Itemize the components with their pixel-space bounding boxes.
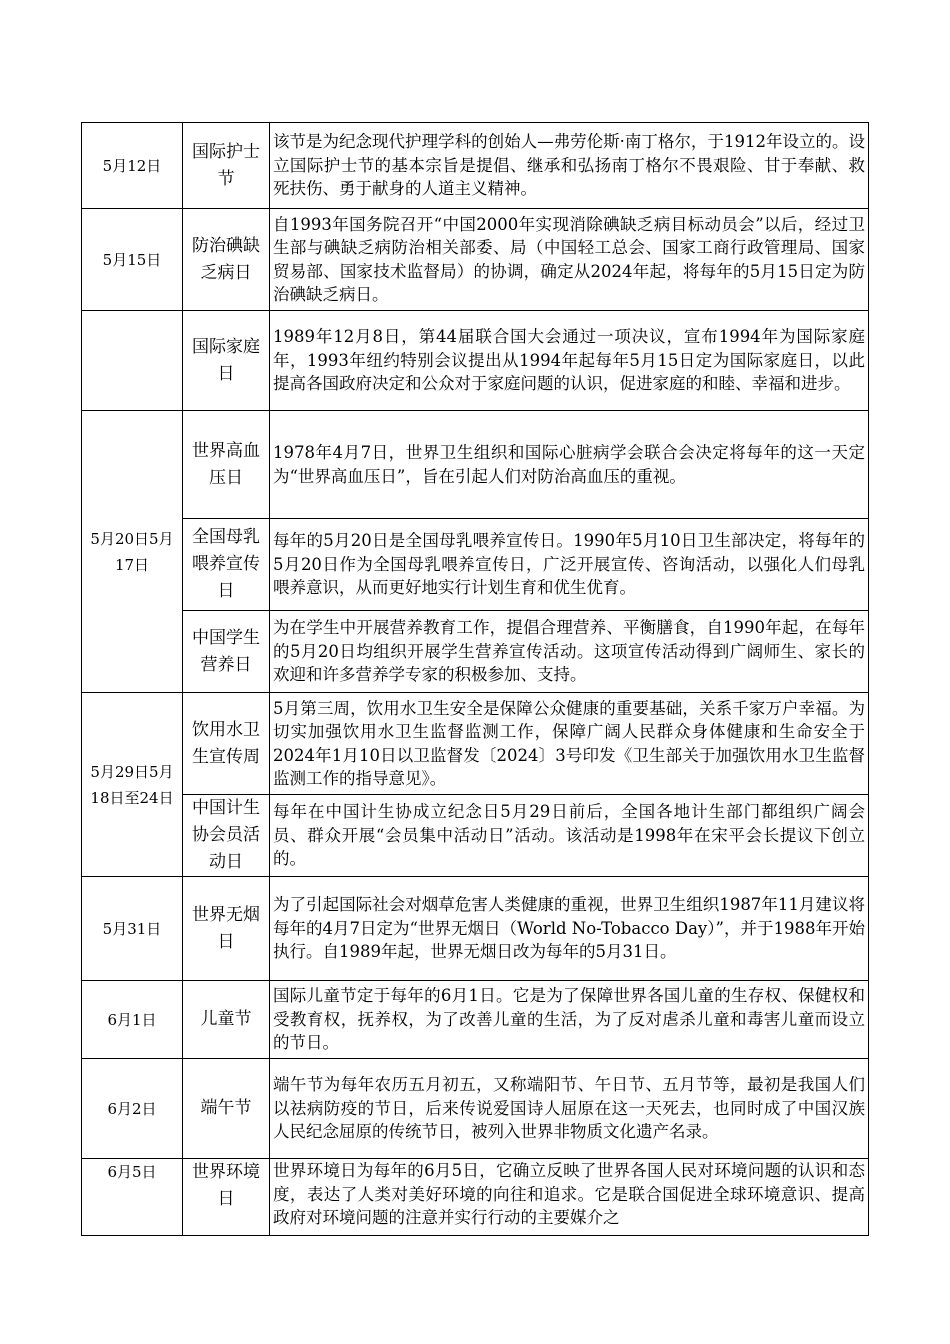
date-cell: 5月15日 (82, 209, 183, 311)
description-cell: 端午节为每年农历五月初五，又称端阳节、午日节、五月节等，最初是我国人们以祛病防疫的节日，后来传说爱国诗人屈原在这一天死去，也同时成了中国汉族人民纪念屈原的传统节日，被列入世界非物质文化遗产名录。 (270, 1059, 869, 1159)
date-cell: 6月1日 (82, 981, 183, 1059)
name-cell: 世界无烟日 (183, 877, 270, 981)
table-row (82, 611, 869, 693)
table-row (82, 795, 869, 877)
description-cell: 世界环境日为每年的6月5日，它确立反映了世界各国人民对环境问题的认识和态度，表达了人类对美好环境的向往和追求。它是联合国促进全球环境意识、提高政府对环境问题的注意并实行行动的主要媒介之 (270, 1159, 869, 1236)
name-cell: 世界环境日 (183, 1159, 270, 1236)
table-row (82, 123, 869, 209)
table-row (82, 981, 869, 1059)
table-row (82, 519, 869, 611)
description-cell: 5月第三周，饮用水卫生安全是保障公众健康的重要基础，关系千家万户幸福。为切实加强饮用水卫生监督监测工作，保障广阔人民群众身体健康和生命安全于2024年1月10日以卫监督发〔2024〕3号印发《卫生部关于加强饮用水卫生监督监测工作的指导意见》。 (270, 693, 869, 795)
description-cell: 每年在中国计生协成立纪念日5月29日前后，全国各地计生部门都组织广阔会员、群众开展“会员集中活动日”活动。该活动是1998年在宋平会长提议下创立的。 (270, 795, 869, 877)
description-cell: 1989年12月8日，第44届联合国大会通过一项决议，宣布1994年为国际家庭年，1993年纽约特别会议提出从1994年起每年5月15日定为国际家庭日，以此提高各国政府决定和公众对于家庭问题的认识，促进家庭的和睦、幸福和进步。 (270, 311, 869, 411)
name-cell: 国际护士节 (183, 123, 270, 209)
table-row (82, 311, 869, 411)
name-cell: 饮用水卫生宣传周 (183, 693, 270, 795)
name-cell: 儿童节 (183, 981, 270, 1059)
name-cell: 中国计生协会员活动日 (183, 795, 270, 877)
description-cell: 为在学生中开展营养教育工作，提倡合理营养、平衡膳食，自1990年起，在每年的5月20日均组织开展学生营养宣传活动。这项宣传活动得到广阔师生、家长的欢迎和许多营养学专家的积极参加、支持。 (270, 611, 869, 693)
table-row (82, 693, 869, 795)
description-cell: 自1993年国务院召开“中国2000年实现消除碘缺乏病目标动员会”以后，经过卫生部与碘缺乏病防治相关部委、局（中国轻工总会、国家工商行政管理局、国家贸易部、国家技术监督局）的协调，确定从2024年起，将每年的5月15日定为防治碘缺乏病日。 (270, 209, 869, 311)
table-row (82, 877, 869, 981)
name-cell: 世界高血压日 (183, 411, 270, 519)
name-cell: 端午节 (183, 1059, 270, 1159)
date-cell: 5月12日 (82, 123, 183, 209)
table-row (82, 209, 869, 311)
description-cell: 1978年4月7日，世界卫生组织和国际心脏病学会联合会决定将每年的这一天定为“世界高血压日”，旨在引起人们对防治高血压的重视。 (270, 411, 869, 519)
name-cell: 防治碘缺乏病日 (183, 209, 270, 311)
date-cell: 5月20日5月17日 (82, 411, 183, 693)
description-cell: 为了引起国际社会对烟草危害人类健康的重视，世界卫生组织1987年11月建议将每年的4月7日定为“世界无烟日（World No-Tobacco Day）”，并于1988年开始执行。自1989年起，世界无烟日改为每年的5月31日。 (270, 877, 869, 981)
description-cell: 该节是为纪念现代护理学科的创始人—弗劳伦斯·南丁格尔，于1912年设立的。设立国际护士节的基本宗旨是提倡、继承和弘扬南丁格尔不畏艰险、甘于奉献、救死扶伤、勇于献身的人道主义精神。 (270, 123, 869, 209)
date-cell: 6月5日 (82, 1159, 183, 1236)
name-cell: 全国母乳喂养宣传日 (183, 519, 270, 611)
table-row (82, 411, 869, 519)
date-cell: 5月31日 (82, 877, 183, 981)
description-cell: 国际儿童节定于每年的6月1日。它是为了保障世界各国儿童的生存权、保健权和受教育权，抚养权，为了改善儿童的生活，为了反对虐杀儿童和毒害儿童而设立的节日。 (270, 981, 869, 1059)
table-row (82, 1159, 869, 1236)
description-cell: 每年的5月20日是全国母乳喂养宣传日。1990年5月10日卫生部决定，将每年的5月20日作为全国母乳喂养宣传日，广泛开展宣传、咨询活动，以强化人们母乳喂养意识，从而更好地实行计划生育和优生优育。 (270, 519, 869, 611)
name-cell: 中国学生营养日 (183, 611, 270, 693)
health-days-table (81, 122, 869, 1236)
table-row (82, 1059, 869, 1159)
date-cell: 6月2日 (82, 1059, 183, 1159)
name-cell: 国际家庭日 (183, 311, 270, 411)
date-cell: 5月29日5月18日至24日 (82, 693, 183, 877)
date-cell (82, 311, 183, 411)
